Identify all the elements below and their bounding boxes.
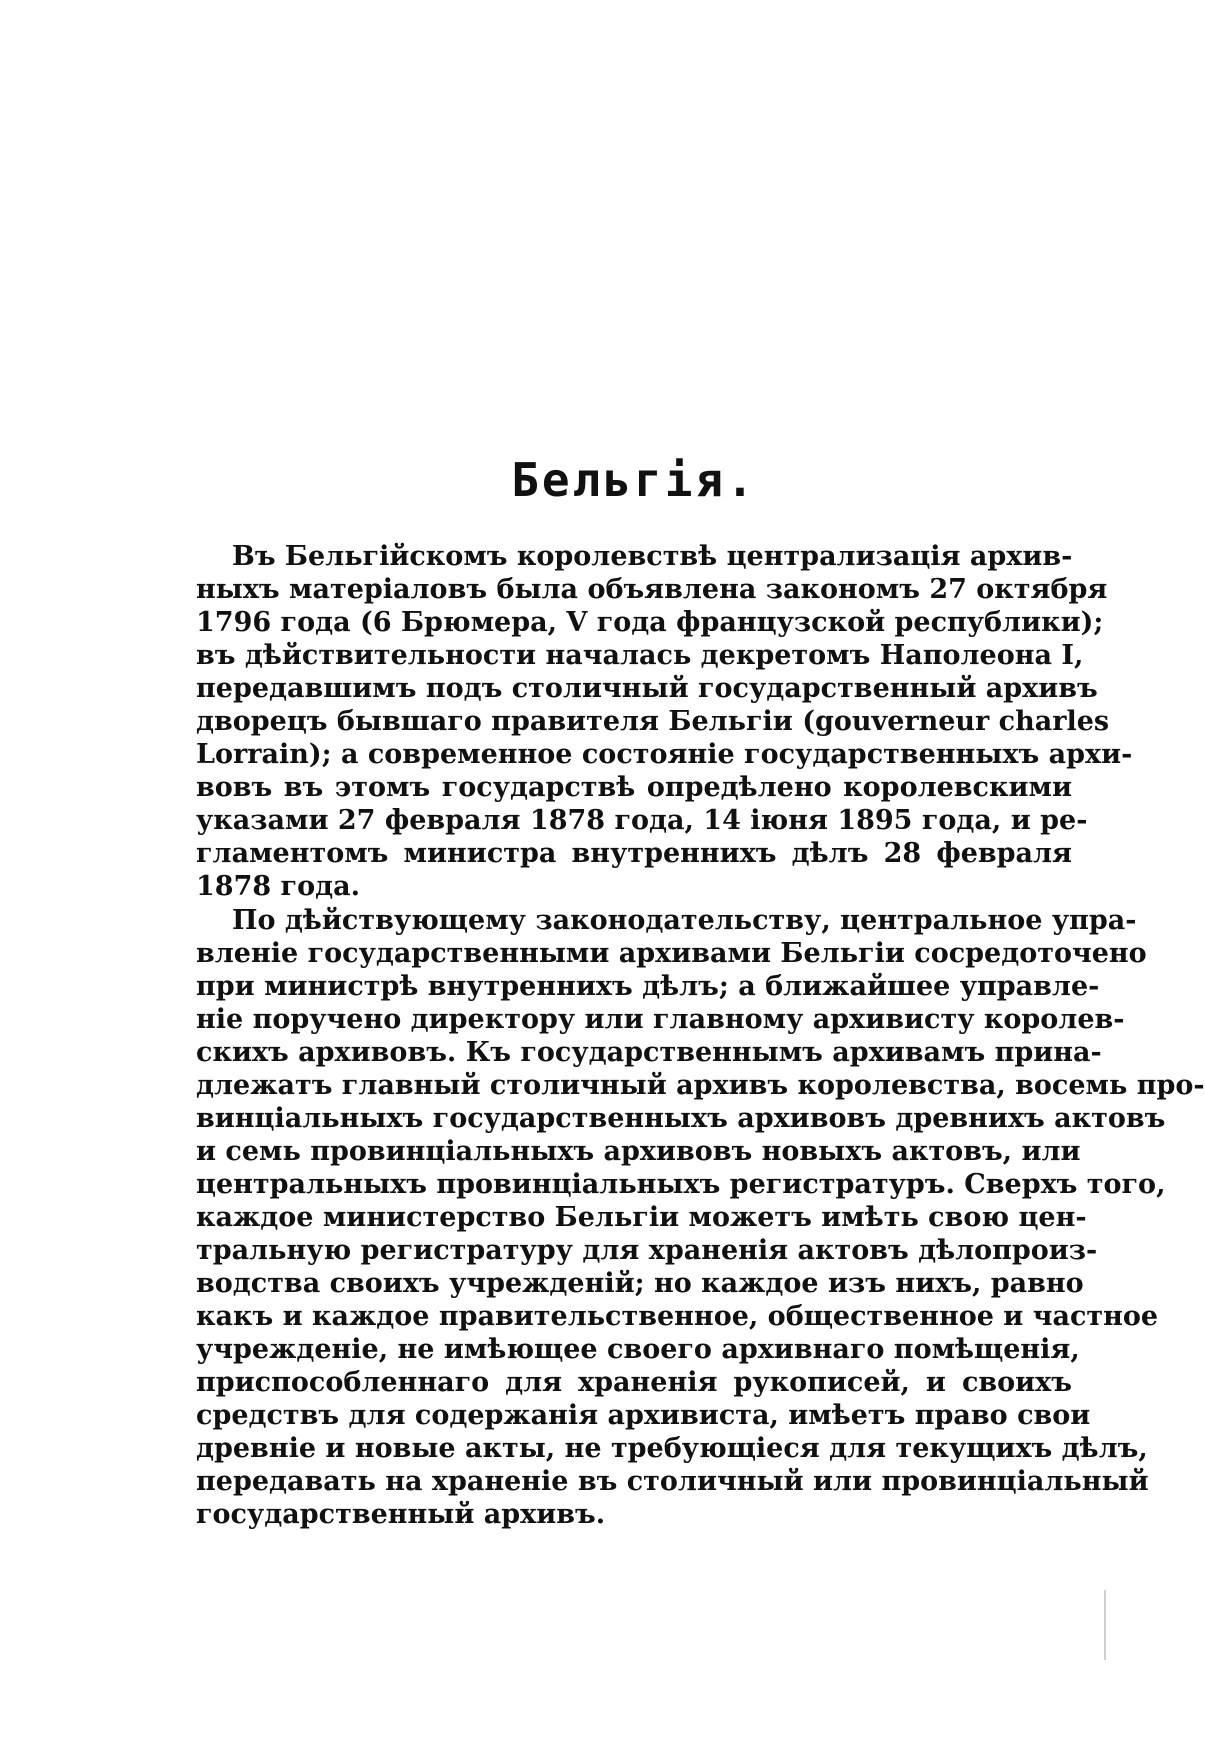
page-title: Бельгія. (511, 453, 757, 507)
text-line: длежатъ главный столичный архивъ королевства, восемь про- (196, 1069, 1205, 1101)
text-line: ніе поручено директору или главному архивисту королев- (196, 1003, 1125, 1035)
text-line: учрежденіе, не имѣющее своего архивнаго помѣщенія, (196, 1334, 1080, 1366)
text-line: тральную регистратуру для храненія актовъ дѣлопроиз- (196, 1234, 1098, 1266)
paragraph-2 (196, 904, 1205, 1532)
text-line: государственный архивъ. (196, 1499, 606, 1531)
text-line: передавать на храненіе въ столичный или провинціальный (196, 1466, 1149, 1498)
text-line: 1878 года. (196, 871, 360, 903)
text-line: вленіе государственными архивами Бельгіи сосредоточено (196, 937, 1147, 969)
text-line: винціальныхъ государственныхъ архивовъ древнихъ актовъ (196, 1102, 1166, 1134)
body-text (196, 540, 1205, 1531)
text-line: По дѣйствующему законодательству, центральное упра- (232, 904, 1137, 936)
text-line: вовъ въ этомъ государствѣ опредѣлено королевскими (196, 772, 1072, 804)
text-line: и семь провинціальныхъ архивовъ новыхъ актовъ, или (196, 1135, 1081, 1167)
text-line: Lorrain); а современное состояніе государственныхъ архи- (196, 739, 1133, 771)
text-line: водства своихъ учрежденій; но каждое изъ нихъ, равно (196, 1268, 1084, 1300)
text-line: средствъ для содержанія архивиста, имѣетъ право свои (196, 1400, 1091, 1432)
text-line: Въ Бельгійскомъ королевствѣ централизація архив- (232, 541, 1073, 572)
text-line: передавшимъ подъ столичный государственный архивъ (196, 673, 1098, 705)
paragraph-1 (196, 540, 1133, 904)
text-line: приспособленнаго для храненія рукописей, и своихъ (196, 1367, 1072, 1399)
text-line: въ дѣйствительности началась декретомъ Наполеона I, (196, 640, 1084, 672)
text-line: древніе и новые акты, не требующіеся для текущихъ дѣлъ, (196, 1433, 1148, 1465)
text-line: указами 27 февраля 1878 года, 14 іюня 1895 года, и ре- (196, 805, 1088, 837)
text-line: 1796 года (6 Брюмера, V года французской республики); (196, 607, 1104, 639)
text-line: ныхъ матеріаловъ была объявлена закономъ 27 октября (196, 574, 1108, 606)
text-line: скихъ архивовъ. Къ государственнымъ архивамъ прина- (196, 1036, 1102, 1068)
text-line: каждое министерство Бельгіи можетъ имѣть свою цен- (196, 1201, 1087, 1233)
scan-edge-mark (1104, 1590, 1106, 1660)
text-line: центральныхъ провинціальныхъ регистратуръ. Сверхъ того, (196, 1168, 1166, 1200)
text-line: дворецъ бывшаго правителя Бельгіи (gouverneur charles (196, 706, 1110, 738)
text-line: какъ и каждое правительственное, общественное и частное (196, 1301, 1159, 1333)
text-line: гламентомъ министра внутреннихъ дѣлъ 28 февраля (196, 838, 1072, 870)
text-line: при министрѣ внутреннихъ дѣлъ; а ближайшее управле- (196, 970, 1100, 1002)
